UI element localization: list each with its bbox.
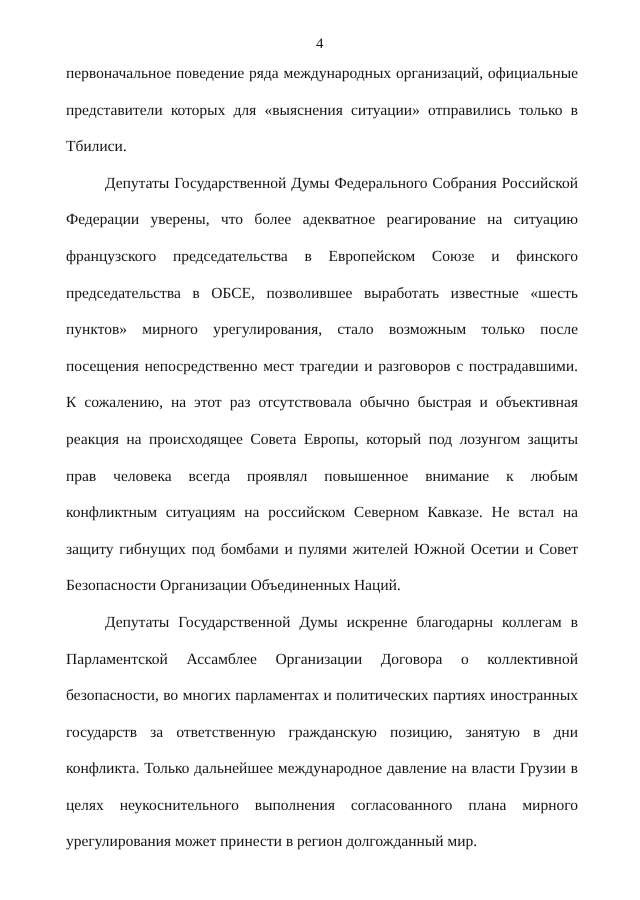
paragraph-duma-deputies-gratitude: Депутаты Государственной Думы искренне благодарны коллегам в Парламентской Ассамблее Организации Договора о коллективной безопасности, во многих парламентах и политических партиях иностранных государств за ответственную гражданскую позицию, занятую в дни конфликта. Только дальнейшее международное давление на власти Грузии в целях неукоснительного выполнения согласованного плана мирного урегулирования может принести в регион долгожданный мир. <box>66 613 578 851</box>
page-number: 4 <box>316 36 324 52</box>
paragraph-continuation: первоначальное поведение ряда международных организаций, официальные представители которых для «выяснения ситуации» отправились только в Тбилиси. <box>66 65 578 156</box>
paragraph-duma-deputies-confidence: Депутаты Государственной Думы Федерального Собрания Российской Федерации уверены, что более адекватное реагирование на ситуацию французского председательства в Европейском Союзе и финского председательства в ОБСЕ, позволившее выработать известные «шесть пунктов» мирного урегулирования, стало возможным только после посещения непосредственно мест трагедии и разговоров с пострадавшими. К сожалению, на этот раз отсутствовала обычно быстрая и объективная реакция на происходящее Совета Европы, который под лозунгом защиты прав человека всегда проявлял повышенное внимание к любым конфликтным ситуациям на российском Северном Кавказе. Не встал на защиту гибнущих под бомбами и пулями жителей Южной Осетии и Совет Безопасности Организации Объединенных Наций. <box>66 174 578 595</box>
document-body <box>66 56 578 861</box>
